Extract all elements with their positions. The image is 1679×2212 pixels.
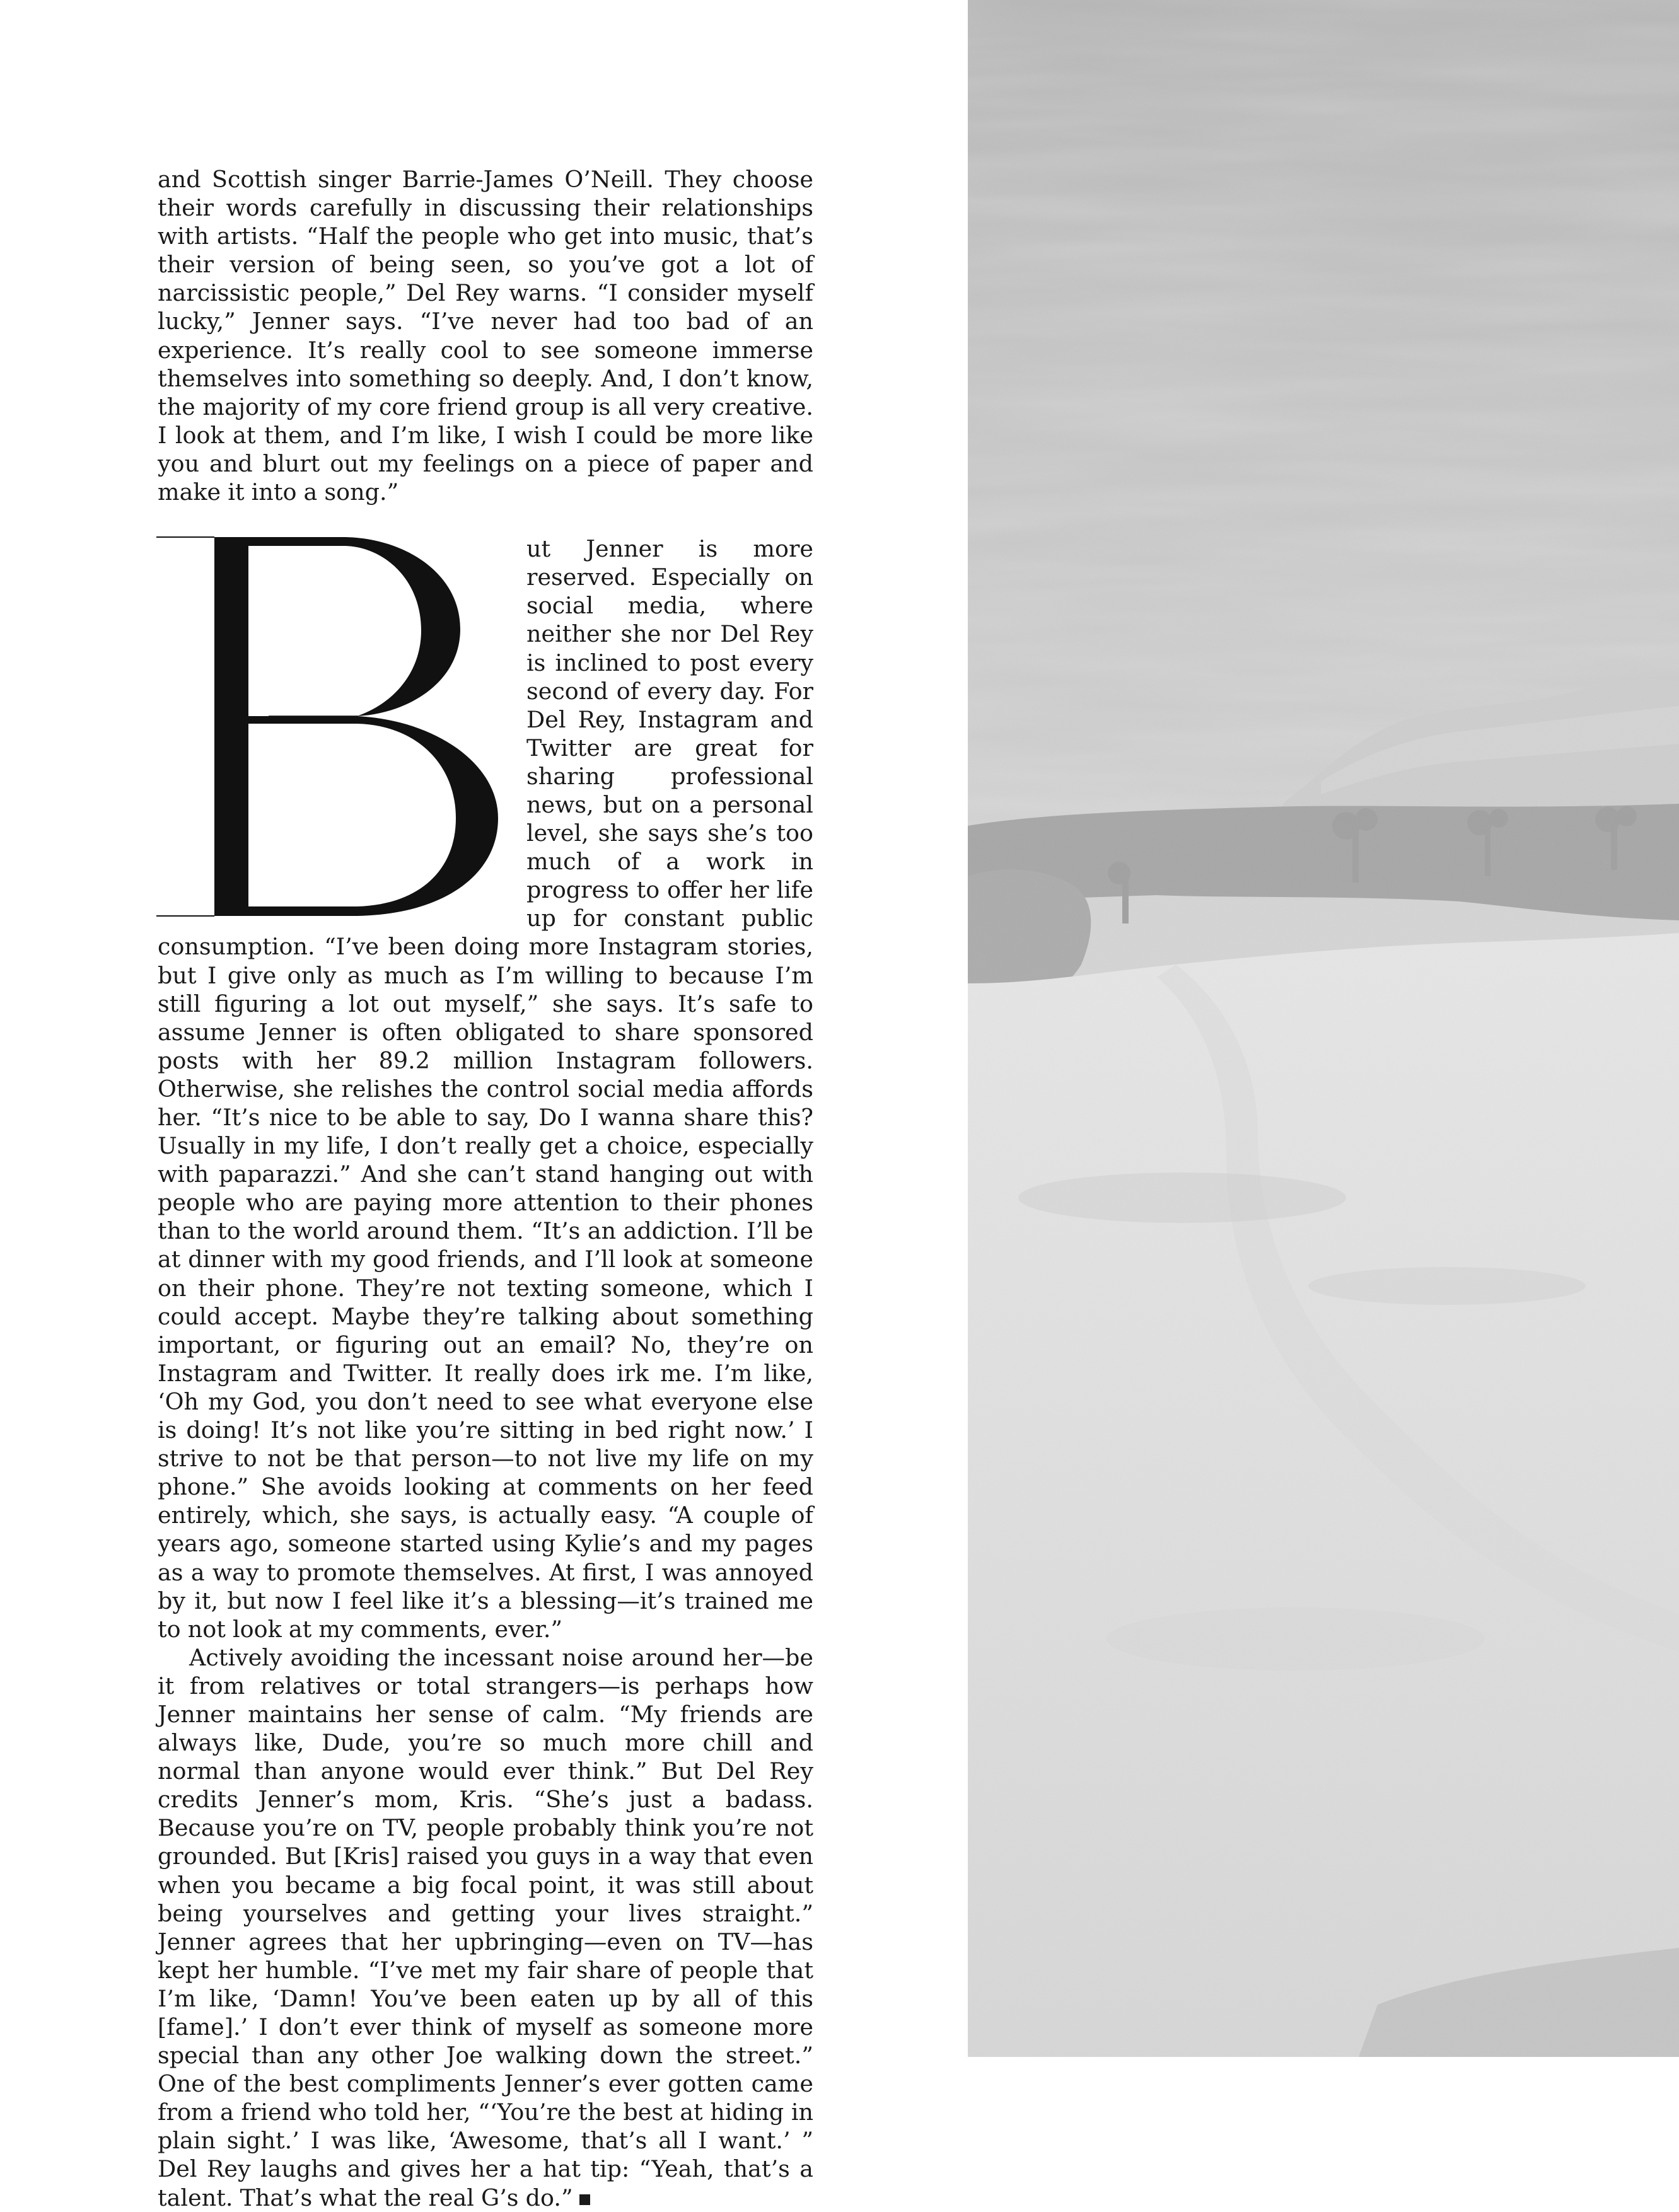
closing-paragraph-text: Actively avoiding the incessant noise around her—be it from relatives or total strangers—is perhaps how Jenner maintains her sense of calm. “My friends are always like, Dude, you’re so much more chill and normal than anyone would ever think.” But Del Rey credits Jenner’s mom, Kris. “She’s just a badass. Because you’re on TV, people probably think you’re not grounded. But [Kris] raised you guys in a way that even when you became a big focal point, it was still about being yourselves and getting your lives straight.” Jenner agrees that her upbringing—even on TV—has kept her humble. “I’ve met my fair share of people that I’m like, ‘Damn! You’ve been eaten up by all of this [fame].’ I don’t ever think of myself as someone more special than any other Joe walking down the street.” One of the best compliments Jenner’s ever gotten came from a friend who told her, “‘You’re the best at hiding in plain sight.’ I was like, ‘Awesome, that’s all I want.’ ” Del Rey laughs and gives her a hat tip: “Yeah, that’s a talent. That’s what the real G’s do.” (158, 1643, 813, 2211)
article-body (158, 165, 813, 2212)
dropcap-letter (156, 536, 513, 917)
dropcap-paragraph: ut Jenner is more reserved. Especially on social media, where neither she nor Del Rey is inclined to post every second of every day. For Del Rey, Instagram and Twitter are great for sharing professional news, but on a personal level, she says she’s too much of a work in progress to offer her life up for constant public consumption. “I’ve been doing more Instagram stories, but I give only as much as I’m willing to because I’m still figuring a lot out myself,” she says. It’s safe to assume Jenner is often obligated to share sponsored posts with her 89.2 million Instagram followers. Otherwise, she relishes the control social media affords her. “It’s nice to be able to say, Do I wanna share this? Usually in my life, I don’t really get a choice, especially with paparazzi.” And she can’t stand hanging out with people who are paying more attention to their phones than to the world around them. “It’s an addiction. I’ll be at dinner with my good friends, and I’ll look at someone on their phone. They’re not texting someone, which I could accept. Maybe they’re talking about something important, or figuring out an email? No, they’re on Instagram and Twitter. It really does irk me. I’m like, ‘Oh my God, you don’t need to see what everyone else is doing! It’s not like you’re sitting in bed right now.’ I strive to not be that person—to not live my life on my phone.” She avoids looking at comments on her feed entirely, which, she says, is actually easy. “A couple of years ago, someone started using Kylie’s and my pages as a way to promote themselves. At first, I was annoyed by it, but now I feel like it’s a blessing—it’s trained me to not look at my comments, ever.” (158, 535, 813, 1643)
lead-paragraph: and Scottish singer Barrie-James O’Neill. They choose their words carefully in discussing their relationships with artists. “Half the people who get into music, that’s their version of being seen, so you’ve got a lot of narcissistic people,” Del Rey warns. “I consider myself lucky,” Jenner says. “I’ve never had too bad of an experience. It’s really cool to see someone immerse themselves into something so deeply. And, I don’t know, the majority of my core friend group is all very creative. I look at them, and I’m like, I wish I could be more like you and blurt out my feelings on a piece of paper and make it into a song.” (158, 166, 813, 506)
dropcap-paragraph-block (158, 535, 813, 1643)
desert-landscape-image (968, 0, 1679, 2057)
desert-photo (968, 0, 1679, 2057)
end-mark-icon (579, 2194, 590, 2205)
closing-paragraph (158, 1643, 813, 2212)
